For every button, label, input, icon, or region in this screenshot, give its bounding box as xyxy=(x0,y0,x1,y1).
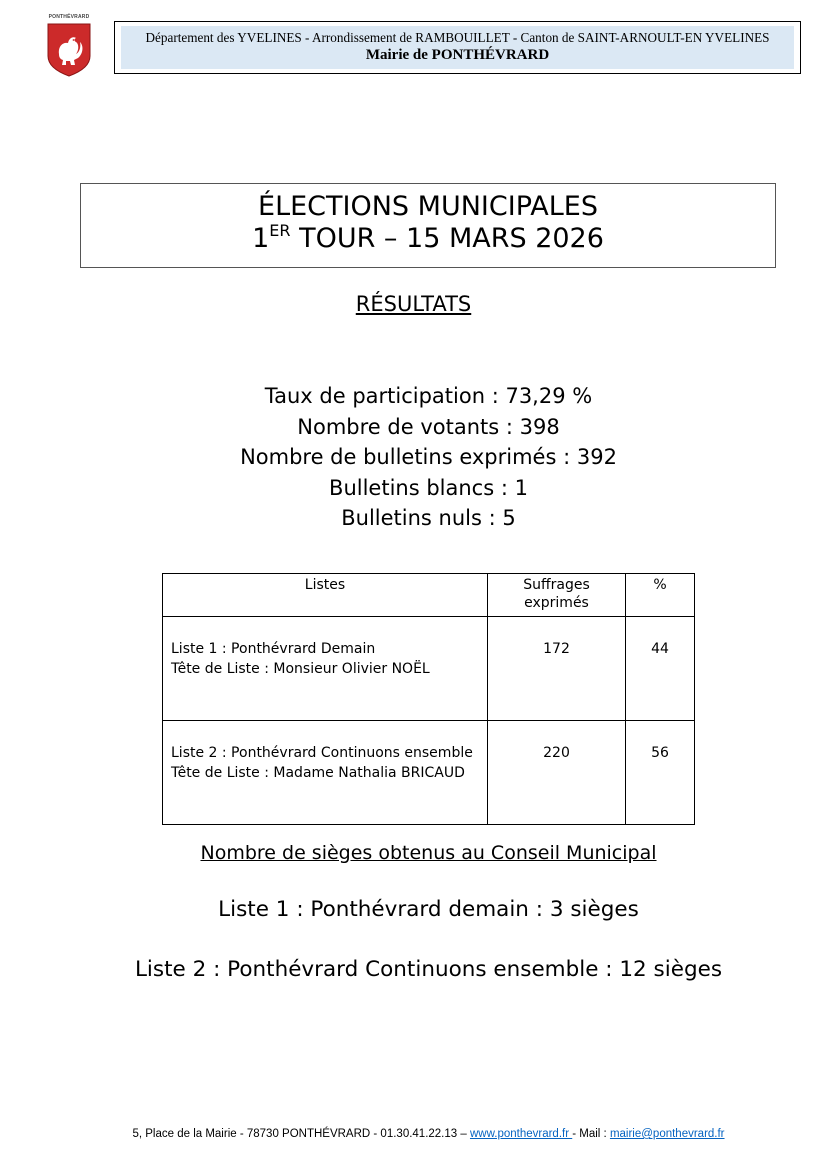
blank-ballots: Bulletins blancs : 1 xyxy=(329,475,528,500)
list-name: Liste 2 : Ponthévrard Continuons ensemble xyxy=(171,745,473,761)
table-header-row xyxy=(163,574,695,617)
header-votes xyxy=(488,574,626,617)
percent-cell: 56 xyxy=(626,721,695,825)
page-title: ÉLECTIONS MUNICIPALES xyxy=(258,191,598,222)
expressed-ballots: Nombre de bulletins exprimés : 392 xyxy=(240,445,617,469)
round-date: TOUR – 15 MARS 2026 xyxy=(290,223,604,254)
percent-cell: 44 xyxy=(626,617,695,721)
header-box xyxy=(114,21,801,74)
list-name: Liste 1 : Ponthévrard Demain xyxy=(171,641,376,657)
seats-list-2: Liste 2 : Ponthévrard Continuons ensemble : 12 sièges xyxy=(134,957,723,982)
round-suffix: ER xyxy=(269,221,291,240)
table-row xyxy=(163,617,695,721)
list-head: Tête de Liste : Monsieur Olivier NOËL xyxy=(171,661,430,677)
voters-count: Nombre de votants : 398 xyxy=(297,414,560,439)
header-percent: % xyxy=(626,574,695,617)
table-row xyxy=(163,721,695,825)
participation-rate: Taux de participation : 73,29 % xyxy=(264,384,593,408)
round-number: 1 xyxy=(252,223,270,254)
title-box xyxy=(80,183,776,268)
municipal-logo xyxy=(40,14,98,78)
results-heading: RÉSULTATS xyxy=(355,292,472,316)
list-head: Tête de Liste : Madame Nathalia BRICAUD xyxy=(171,765,465,781)
votes-cell: 172 xyxy=(488,617,626,721)
website-link[interactable]: www.ponthevrard.fr xyxy=(469,1128,573,1140)
header-mairie-line: Mairie de PONTHÉVRARD xyxy=(365,47,550,63)
rooster-shield-icon xyxy=(46,22,92,78)
footer-mail-label: - Mail : xyxy=(572,1128,610,1140)
seats-list-1: Liste 1 : Ponthévrard demain : 3 sièges xyxy=(218,897,639,922)
results-table xyxy=(162,573,695,825)
election-stats xyxy=(0,381,827,534)
logo-label: PONTHÉVRARD xyxy=(48,14,90,20)
seats-heading: Nombre de sièges obtenus au Conseil Municipal xyxy=(200,842,657,864)
list-cell xyxy=(163,721,488,825)
null-ballots: Bulletins nuls : 5 xyxy=(341,506,516,530)
email-link[interactable]: mairie@ponthevrard.fr xyxy=(609,1128,725,1140)
header-inner xyxy=(121,26,794,69)
header-lists: Listes xyxy=(163,574,488,617)
header-votes-line2: exprimés xyxy=(524,595,589,611)
list-cell xyxy=(163,617,488,721)
votes-cell: 220 xyxy=(488,721,626,825)
footer xyxy=(0,1128,827,1140)
header-administrative-line: Département des YVELINES - Arrondissement de RAMBOUILLET - Canton de SAINT-ARNOULT-EN YVELINES xyxy=(145,30,770,45)
page-subtitle xyxy=(81,222,775,256)
footer-address: 5, Place de la Mairie - 78730 PONTHÉVRARD - 01.30.41.22.13 – xyxy=(132,1128,470,1140)
header-votes-line1: Suffrages xyxy=(523,577,590,593)
